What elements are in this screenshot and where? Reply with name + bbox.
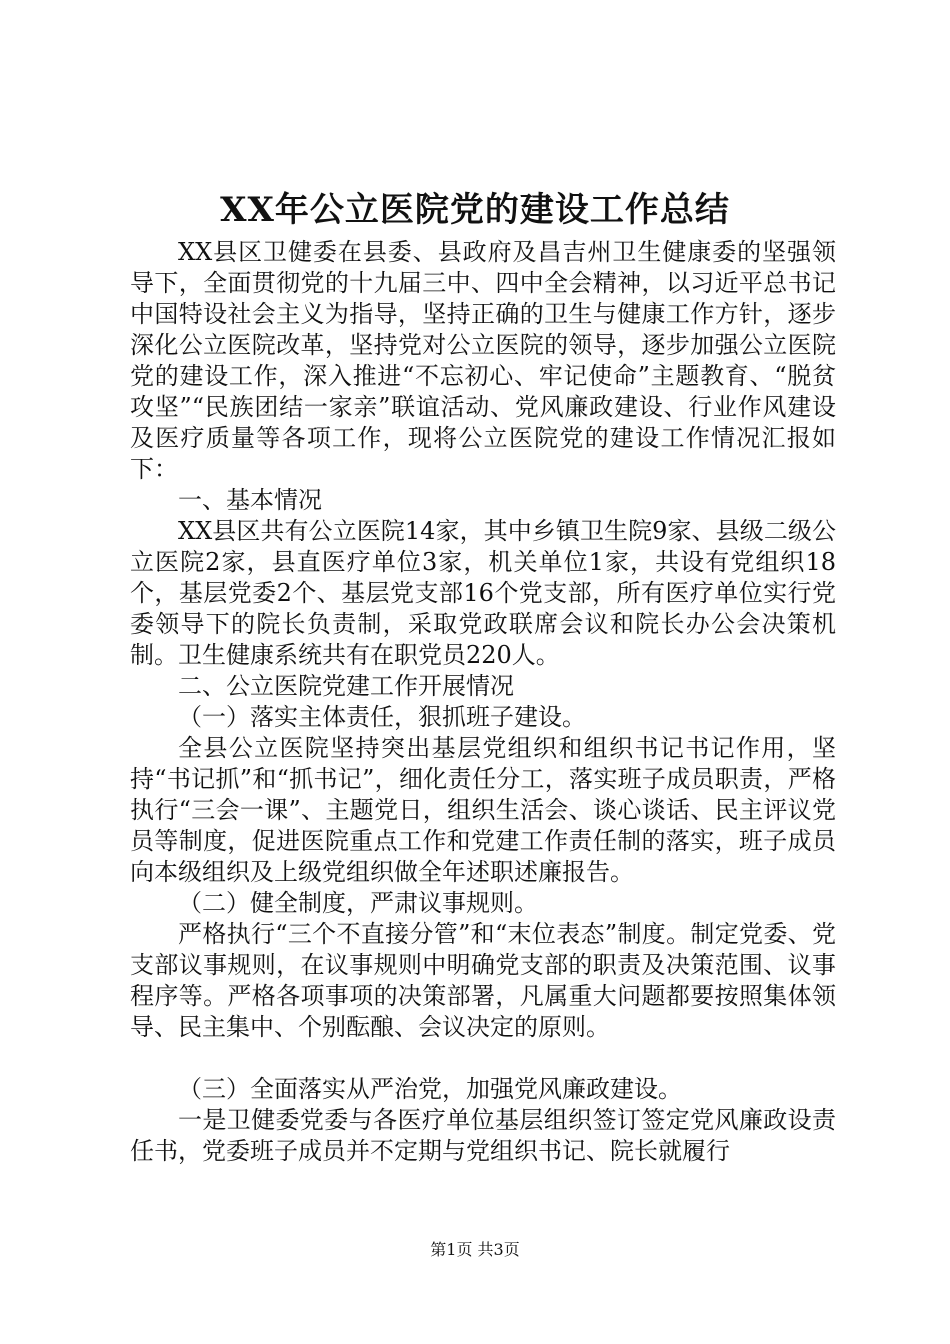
subsection-2-paragraph: 严格执行“三个不直接分管”和“末位表态”制度。制定党委、党支部议事规则，在议事规则中明确党支部的职责及决策范围、议事程序等。严格各项事项的决策部署，凡属重大问题都要按照集体领导、民主集中、个别酝酿、会议决定的原则。 bbox=[130, 920, 836, 1041]
subheading-3: （三）全面落实从严治党，加强党风廉政建设。 bbox=[178, 1075, 682, 1103]
subheading-2: （二）健全制度，严肃议事规则。 bbox=[178, 889, 538, 917]
basic-info-paragraph: XX县区共有公立医院14家，其中乡镇卫生院9家、县级二级公立医院2家，县直医疗单位3家，机关单位1家，共设有党组织18个，基层党委2个、基层党支部16个党支部，所有医疗单位实行党委领导下的院长负责制，采取党政联席会议和院长办公会决策机制。卫生健康系统共有在职党员220人。 bbox=[130, 517, 836, 669]
document-title: XX年公立医院党的建设工作总结 bbox=[220, 190, 730, 230]
paragraph-gap bbox=[130, 1043, 836, 1074]
document-body bbox=[130, 237, 836, 1167]
intro-paragraph: XX县区卫健委在县委、县政府及昌吉州卫生健康委的坚强领导下，全面贯彻党的十九届三中、四中全会精神，以习近平总书记中国特设社会主义为指导，坚持正确的卫生与健康工作方针，逐步深化公立医院改革，坚持党对公立医院的领导，逐步加强公立医院党的建设工作，深入推进“不忘初心、牢记使命”主题教育、“脱贫攻坚”“民族团结一家亲”联谊活动、党风廉政建设、行业作风建设及医疗质量等各项工作，现将公立医院党的建设工作情况汇报如下： bbox=[130, 238, 836, 483]
subsection-1-paragraph: 全县公立医院坚持突出基层党组织和组织书记书记作用，坚持“书记抓”和“抓书记”，细化责任分工，落实班子成员职责，严格执行“三会一课”、主题党日，组织生活会、谈心谈话、民主评议党员等制度，促进医院重点工作和党建工作责任制的落实，班子成员向本级组织及上级党组织做全年述职述廉报告。 bbox=[130, 734, 836, 886]
page-footer: 第1页 共3页 bbox=[430, 1240, 520, 1259]
subheading-1: （一）落实主体责任，狠抓班子建设。 bbox=[178, 703, 586, 731]
section-heading-basic: 一、基本情况 bbox=[178, 486, 322, 514]
section-heading-work: 二、公立医院党建工作开展情况 bbox=[178, 672, 514, 700]
subsection-3-paragraph: 一是卫健委党委与各医疗单位基层组织签订签定党风廉政设责任书，党委班子成员并不定期与党组织书记、院长就履行 bbox=[130, 1106, 836, 1165]
